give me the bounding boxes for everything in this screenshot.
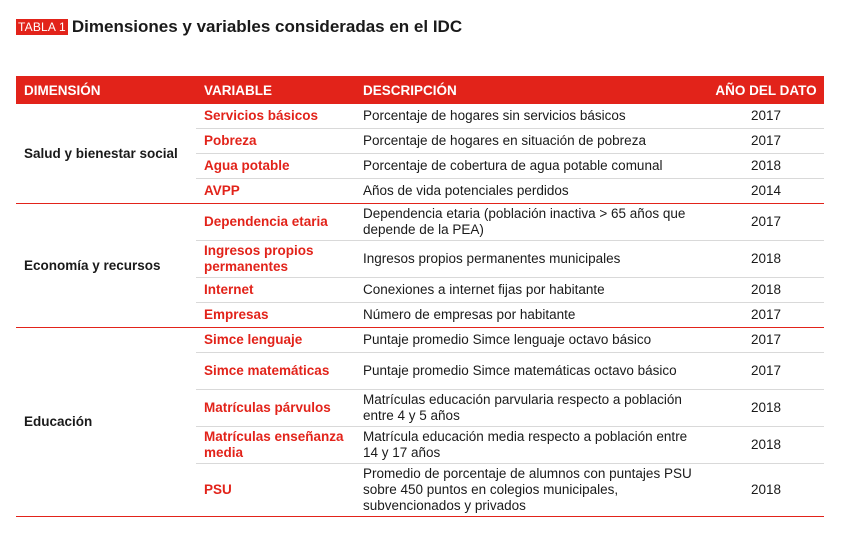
variable-cell: Agua potable bbox=[196, 154, 355, 179]
description-cell: Porcentaje de hogares sin servicios básicos bbox=[355, 104, 708, 129]
variable-cell: PSU bbox=[196, 464, 355, 517]
table-row bbox=[16, 204, 824, 241]
idc-table bbox=[16, 76, 824, 517]
description-cell: Dependencia etaria (población inactiva > 65 años que depende de la PEA) bbox=[355, 204, 708, 241]
variable-cell: Dependencia etaria bbox=[196, 204, 355, 241]
variable-cell: AVPP bbox=[196, 179, 355, 204]
description-cell: Promedio de porcentaje de alumnos con puntajes PSU sobre 450 puntos en colegios municipales, subvencionados y privados bbox=[355, 464, 708, 517]
description-cell: Porcentaje de cobertura de agua potable comunal bbox=[355, 154, 708, 179]
variable-cell: Matrículas párvulos bbox=[196, 390, 355, 427]
variable-cell: Simce matemáticas bbox=[196, 353, 355, 390]
variable-cell: Matrículas enseñanza media bbox=[196, 427, 355, 464]
year-cell: 2018 bbox=[708, 390, 824, 427]
dimension-cell: Economía y recursos bbox=[16, 204, 196, 328]
year-cell: 2017 bbox=[708, 104, 824, 129]
description-cell: Número de empresas por habitante bbox=[355, 303, 708, 328]
variable-cell: Pobreza bbox=[196, 129, 355, 154]
description-cell: Conexiones a internet fijas por habitante bbox=[355, 278, 708, 303]
table-number-badge: TABLA 1 bbox=[18, 20, 66, 34]
header-dimension: DIMENSIÓN bbox=[16, 76, 196, 104]
header-variable: VARIABLE bbox=[196, 76, 355, 104]
dimension-cell: Educación bbox=[16, 328, 196, 517]
description-cell: Porcentaje de hogares en situación de pobreza bbox=[355, 129, 708, 154]
year-cell: 2017 bbox=[708, 328, 824, 353]
table-caption: Dimensiones y variables consideradas en el IDC bbox=[71, 17, 463, 36]
description-cell: Ingresos propios permanentes municipales bbox=[355, 241, 708, 278]
year-cell: 2018 bbox=[708, 427, 824, 464]
header-description: DESCRIPCIÓN bbox=[355, 76, 708, 104]
table-row bbox=[16, 328, 824, 353]
year-cell: 2017 bbox=[708, 204, 824, 241]
year-cell: 2017 bbox=[708, 129, 824, 154]
description-cell: Años de vida potenciales perdidos bbox=[355, 179, 708, 204]
table-row bbox=[16, 104, 824, 129]
year-cell: 2018 bbox=[708, 241, 824, 278]
year-cell: 2017 bbox=[708, 303, 824, 328]
dimension-cell: Salud y bienestar social bbox=[16, 104, 196, 204]
table-header-row bbox=[16, 76, 824, 104]
header-year: AÑO DEL DATO bbox=[708, 76, 824, 104]
variable-cell: Internet bbox=[196, 278, 355, 303]
variable-cell: Empresas bbox=[196, 303, 355, 328]
variable-cell: Ingresos propios permanentes bbox=[196, 241, 355, 278]
year-cell: 2018 bbox=[708, 154, 824, 179]
description-cell: Matrícula educación media respecto a población entre 14 y 17 años bbox=[355, 427, 708, 464]
year-cell: 2014 bbox=[708, 179, 824, 204]
variable-cell: Simce lenguaje bbox=[196, 328, 355, 353]
variable-cell: Servicios básicos bbox=[196, 104, 355, 129]
year-cell: 2018 bbox=[708, 278, 824, 303]
table-title bbox=[16, 16, 462, 38]
year-cell: 2017 bbox=[708, 353, 824, 390]
description-cell: Puntaje promedio Simce lenguaje octavo básico bbox=[355, 328, 708, 353]
description-cell: Matrículas educación parvularia respecto a población entre 4 y 5 años bbox=[355, 390, 708, 427]
year-cell: 2018 bbox=[708, 464, 824, 517]
description-cell: Puntaje promedio Simce matemáticas octavo básico bbox=[355, 353, 708, 390]
